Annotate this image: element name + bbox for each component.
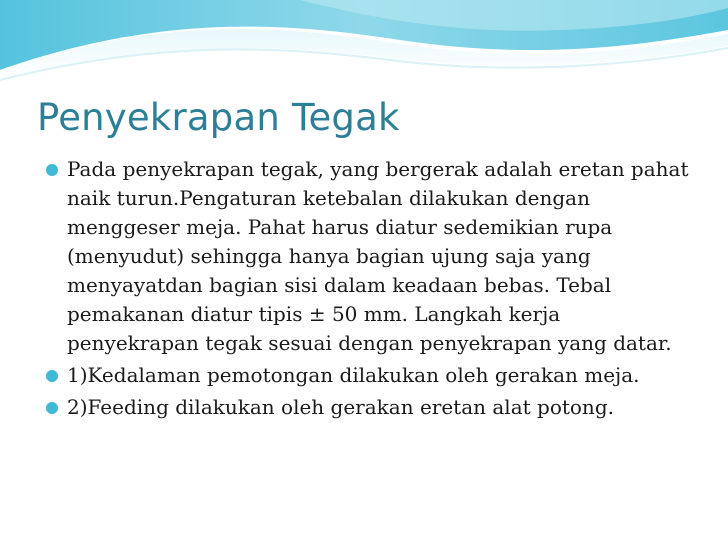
bullet-item <box>45 361 695 390</box>
bullet-dot-icon <box>46 164 58 176</box>
slide-title: Penyekrapan Tegak <box>37 96 400 139</box>
header-wave-decoration <box>0 0 728 90</box>
bullet-text: 2)Feeding dilakukan oleh gerakan eretan alat potong. <box>67 395 614 419</box>
bullet-dot-icon <box>46 370 58 382</box>
bullet-text: Pada penyekrapan tegak, yang bergerak adalah eretan pahat naik turun.Pengaturan ketebalan dilakukan dengan menggeser meja. Pahat harus diatur sedemikian rupa (menyudut) sehingga hanya bagian ujung saja yang menyayatdan bagian sisi dalam keadaan bebas. Tebal pemakanan diatur tipis ± 50 mm. Langkah kerja penyekrapan tegak sesuai dengan penyekrapan yang datar. <box>67 157 689 355</box>
bullet-item <box>45 155 695 358</box>
bullet-dot-icon <box>46 402 58 414</box>
bullet-text: 1)Kedalaman pemotongan dilakukan oleh gerakan meja. <box>67 363 640 387</box>
bullet-list <box>45 155 695 425</box>
bullet-item <box>45 393 695 422</box>
